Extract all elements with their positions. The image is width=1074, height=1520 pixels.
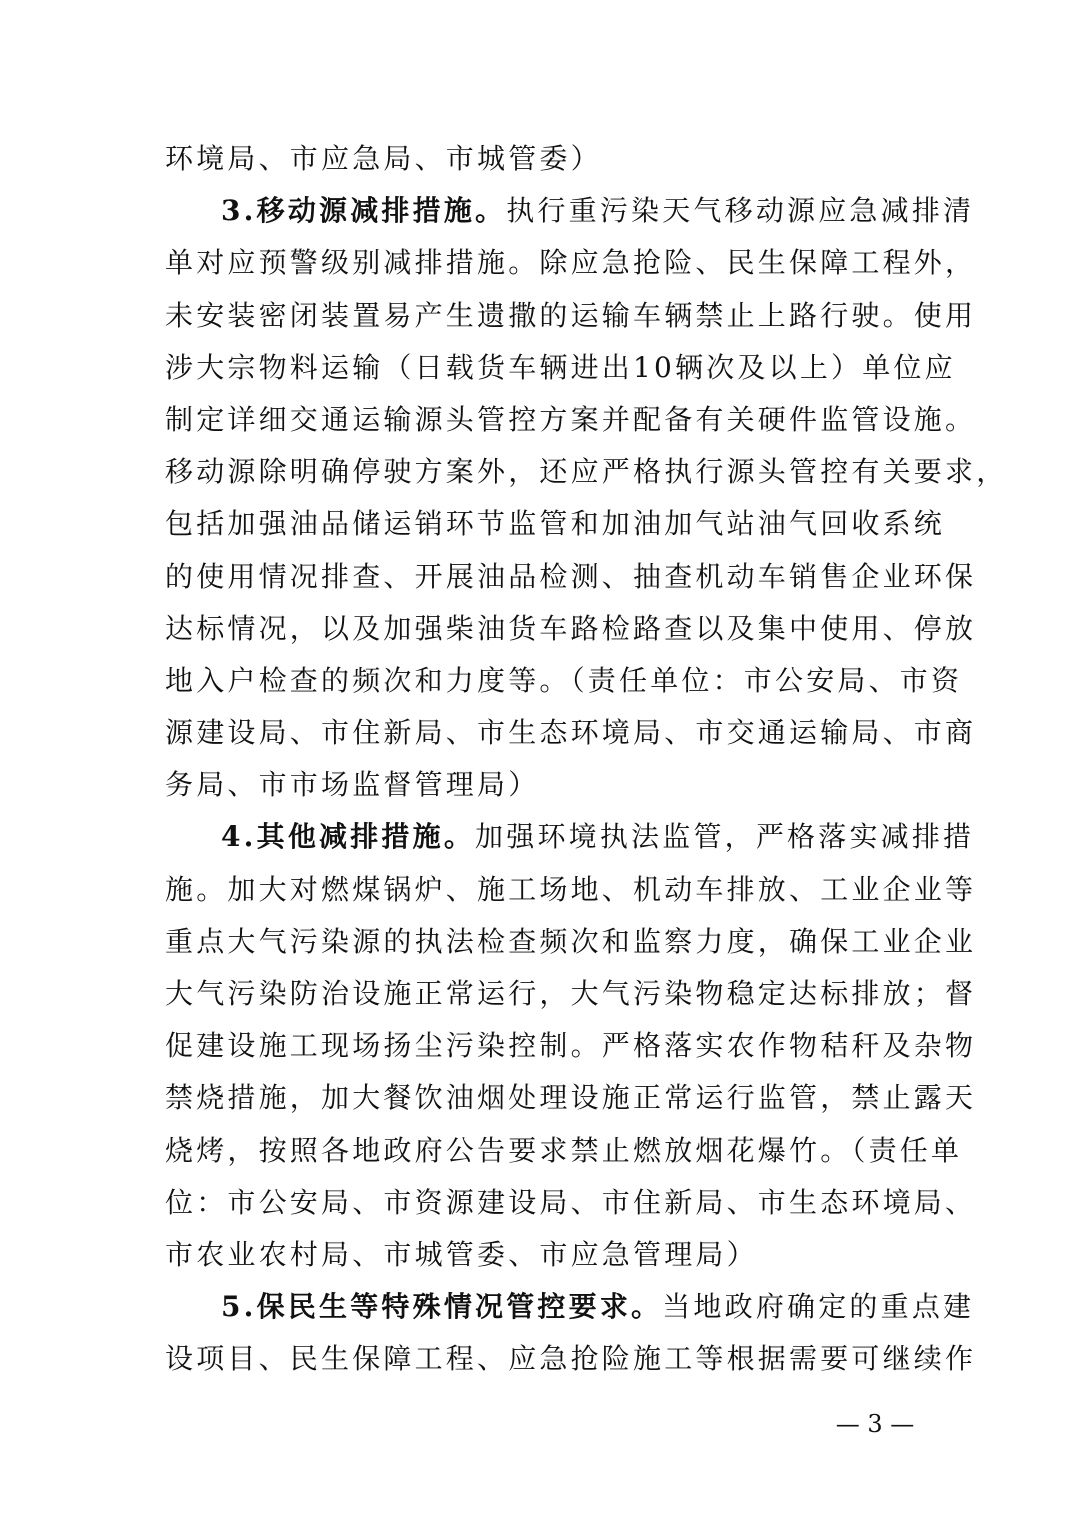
- text-line: 制定详细交通运输源头管控方案并配备有关硬件监管设施。: [165, 402, 977, 436]
- text-line: 促建设施工现场扬尘污染控制。严格落实农作物秸秆及杂物: [165, 1029, 977, 1063]
- paragraph-first-line: [165, 185, 975, 237]
- text-line: 涉大宗物料运输（日载货车辆进出10辆次及以上）单位应: [165, 350, 956, 384]
- section-heading: 5.保民生等特殊情况管控要求。: [221, 1290, 663, 1324]
- section-heading: 4.其他减排措施。: [221, 820, 476, 854]
- text-line: 设项目、民生保障工程、应急抢险施工等根据需要可继续作: [165, 1342, 977, 1376]
- text-line: 单对应预警级别减排措施。除应急抢险、民生保障工程外，: [165, 246, 977, 280]
- paragraph-first-line: [165, 1281, 975, 1333]
- text-line: 大气污染防治设施正常运行，大气污染物稳定达标排放；督: [165, 977, 977, 1010]
- text-line: 源建设局、市住新局、市生态环境局、市交通运输局、市商: [165, 716, 977, 750]
- text-line: 重点大气污染源的执法检查频次和监察力度，确保工业企业: [165, 924, 977, 958]
- document-body: [165, 133, 1008, 1386]
- text-line: 市农业农村局、市城管委、市应急管理局）: [165, 1237, 758, 1271]
- text-line: 地入户检查的频次和力度等。（责任单位：市公安局、市资: [165, 663, 963, 697]
- page-number: — 3 —: [835, 1410, 915, 1438]
- text-line: 包括加强油品储运销环节监管和加油加气站油气回收系统: [165, 507, 946, 541]
- text-line: 施。加大对燃煤锅炉、施工场地、机动车排放、工业企业等: [165, 872, 977, 906]
- text-line: 禁烧措施，加大餐饮油烟处理设施正常运行监管，禁止露天: [165, 1081, 977, 1115]
- text-line: 达标情况，以及加强柴油货车路检路查以及集中使用、停放: [165, 611, 977, 645]
- text-line: 烧烤，按照各地政府公告要求禁止燃放烟花爆竹。（责任单: [165, 1133, 963, 1167]
- text-run: 执行重污染天气移动源应急减排清: [506, 194, 975, 228]
- text-line: 未安装密闭装置易产生遗撒的运输车辆禁止上路行驶。使用: [165, 298, 977, 332]
- text-line: 位：市公安局、市资源建设局、市住新局、市生态环境局、: [165, 1185, 977, 1219]
- paragraph-first-line: [165, 811, 975, 863]
- text-line: 移动源除明确停驶方案外，还应严格执行源头管控有关要求，: [165, 455, 1008, 489]
- text-line: 环境局、市应急局、市城管委）: [165, 142, 602, 175]
- text-run: 当地政府确定的重点建: [662, 1290, 975, 1324]
- text-run: 加强环境执法监管，严格落实减排措: [475, 820, 975, 854]
- text-line: 的使用情况排查、开展油品检测、抽查机动车销售企业环保: [165, 559, 977, 593]
- text-line: 务局、市市场监督管理局）: [165, 768, 540, 802]
- section-heading: 3.移动源减排措施。: [221, 194, 507, 228]
